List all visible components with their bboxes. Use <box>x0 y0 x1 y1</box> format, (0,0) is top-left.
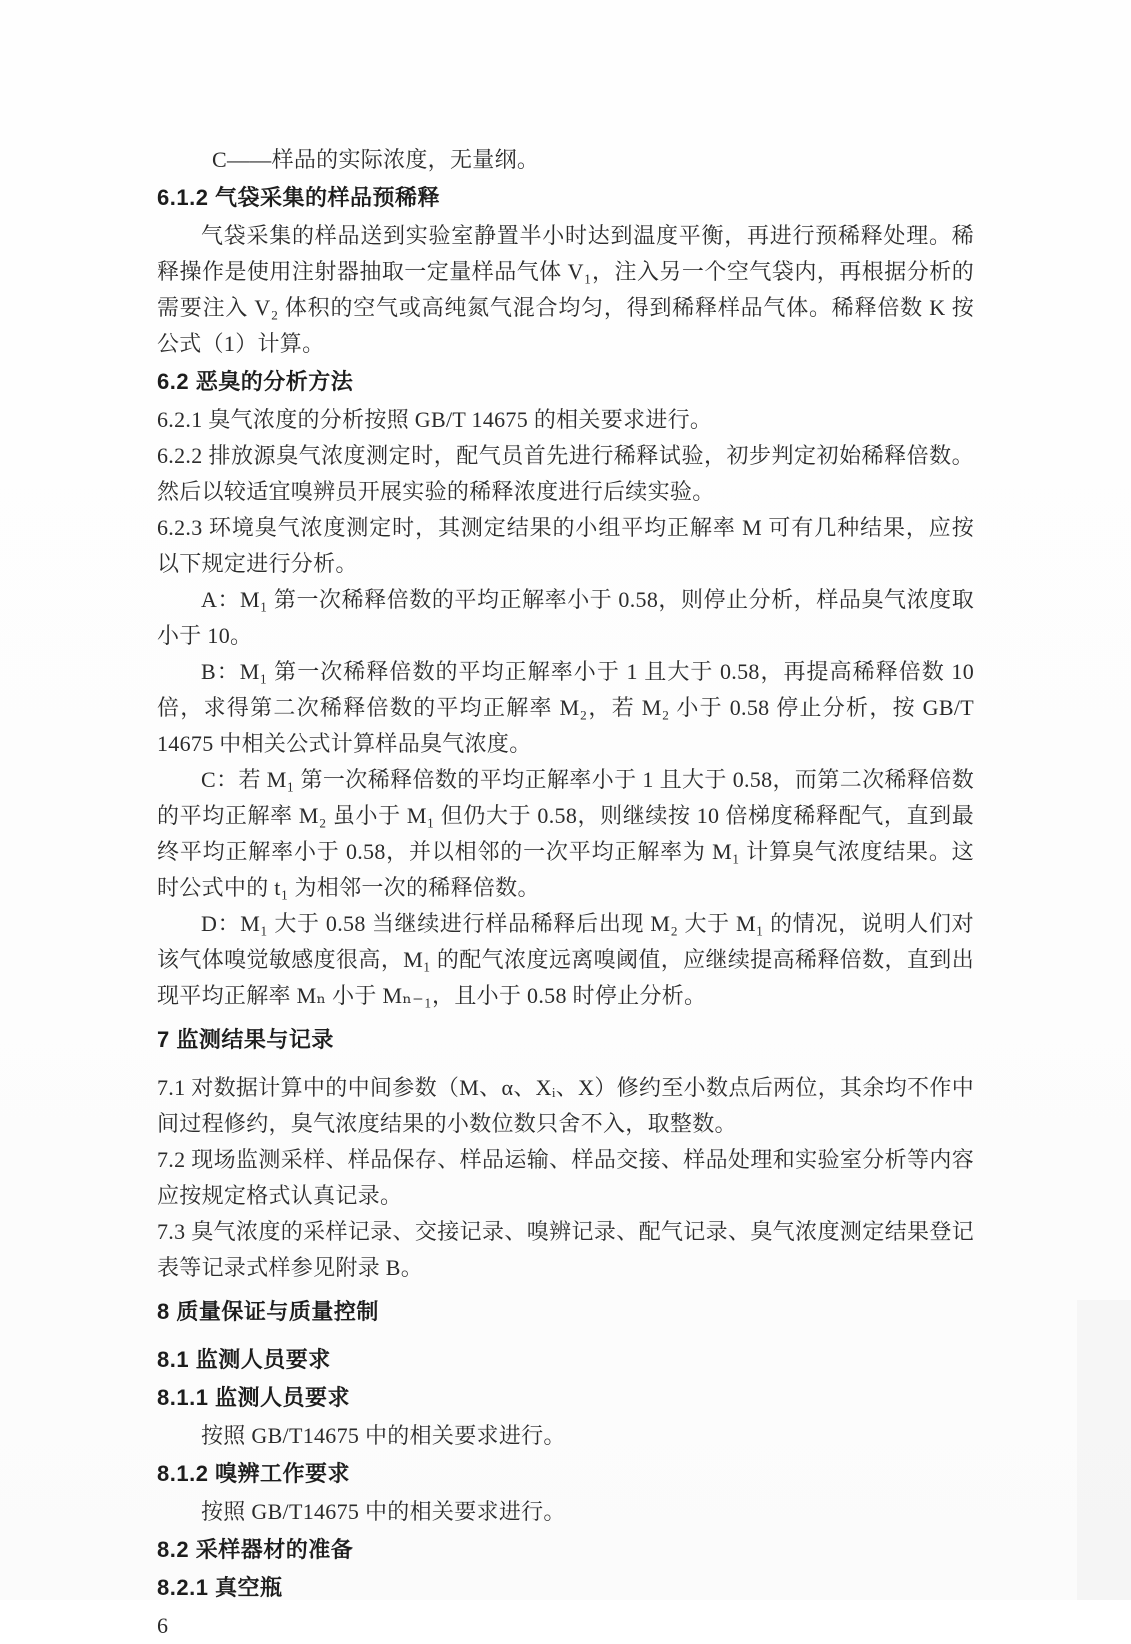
heading-8-2: 8.2 采样器材的准备 <box>157 1537 354 1562</box>
para-8-1-1-body: 按照 GB/T14675 中的相关要求进行。 <box>201 1423 566 1448</box>
para-sample-predilution: 气袋采集的样品送到实验室静置半小时达到温度平衡，再进行预稀释处理。稀释操作是使用注射器抽取一定量样品气体 V₁，注入另一个空气袋内，再根据分析的需要注入 V₂ 体积的空气或高纯氮气混合均匀，得到稀释样品气体。稀释倍数 K 按公式（1）计算。 <box>157 223 974 356</box>
heading-7: 7 监测结果与记录 <box>157 1027 334 1052</box>
heading-8-2-1: 8.2.1 真空瓶 <box>157 1575 283 1600</box>
result-item-b: B：M₁ 第一次稀释倍数的平均正解率小于 1 且大于 0.58，再提高稀释倍数 10 倍，求得第二次稀释倍数的平均正解率 M₂，若 M₂ 小于 0.58 停止分析，按 GB/T 14675 中相关公式计算样品臭气浓度。 <box>157 659 974 756</box>
para-8-1-2-body: 按照 GB/T14675 中的相关要求进行。 <box>201 1499 566 1524</box>
definition-line-c: C——样品的实际浓度，无量纲。 <box>212 147 540 172</box>
para-6-2-2: 6.2.2 排放源臭气浓度测定时，配气员首先进行稀释试验，初步判定初始稀释倍数。然后以较适宜嗅辨员开展实验的稀释浓度进行后续实验。 <box>157 443 974 504</box>
para-7-3: 7.3 臭气浓度的采样记录、交接记录、嗅辨记录、配气记录、臭气浓度测定结果登记表等记录式样参见附录 B。 <box>157 1219 974 1280</box>
result-item-d: D：M₁ 大于 0.58 当继续进行样品稀释后出现 M₂ 大于 M₁ 的情况，说明人们对该气体嗅觉敏感度很高，M₁ 的配气浓度远离嗅阈值，应继续提高稀释倍数，直到出现平均正解率 Mₙ 小于 Mₙ₋₁，且小于 0.58 时停止分析。 <box>157 911 974 1008</box>
para-6-2-1: 6.2.1 臭气浓度的分析按照 GB/T 14675 的相关要求进行。 <box>157 407 713 432</box>
para-7-1: 7.1 对数据计算中的中间参数（M、α、Xᵢ、X）修约至小数点后两位，其余均不作中间过程修约，臭气浓度结果的小数位数只舍不入，取整数。 <box>157 1075 974 1136</box>
heading-8: 8 质量保证与质量控制 <box>157 1299 379 1324</box>
page-number: 6 <box>157 1613 169 1638</box>
heading-6-2: 6.2 恶臭的分析方法 <box>157 369 354 394</box>
para-6-2-3: 6.2.3 环境臭气浓度测定时，其测定结果的小组平均正解率 M 可有几种结果，应按以下规定进行分析。 <box>157 515 974 576</box>
para-7-2: 7.2 现场监测采样、样品保存、样品运输、样品交接、样品处理和实验室分析等内容应按规定格式认真记录。 <box>157 1147 974 1208</box>
scan-artifact-shading <box>1077 1300 1131 1600</box>
result-item-a: A：M₁ 第一次稀释倍数的平均正解率小于 0.58，则停止分析，样品臭气浓度取小于 10。 <box>157 587 974 648</box>
heading-6-1-2: 6.1.2 气袋采集的样品预稀释 <box>157 185 441 210</box>
heading-8-1: 8.1 监测人员要求 <box>157 1347 331 1372</box>
heading-8-1-1: 8.1.1 监测人员要求 <box>157 1385 351 1410</box>
heading-8-1-2: 8.1.2 嗅辨工作要求 <box>157 1461 351 1486</box>
result-item-c: C：若 M₁ 第一次稀释倍数的平均正解率小于 1 且大于 0.58，而第二次稀释倍数的平均正解率 M₂ 虽小于 M₁ 但仍大于 0.58，则继续按 10 倍梯度稀释配气，直到最终平均正解率小于 0.58，并以相邻的一次平均正解率为 M₁ 计算臭气浓度结果。这时公式中的 t₁ 为相邻一次的稀释倍数。 <box>157 767 974 900</box>
